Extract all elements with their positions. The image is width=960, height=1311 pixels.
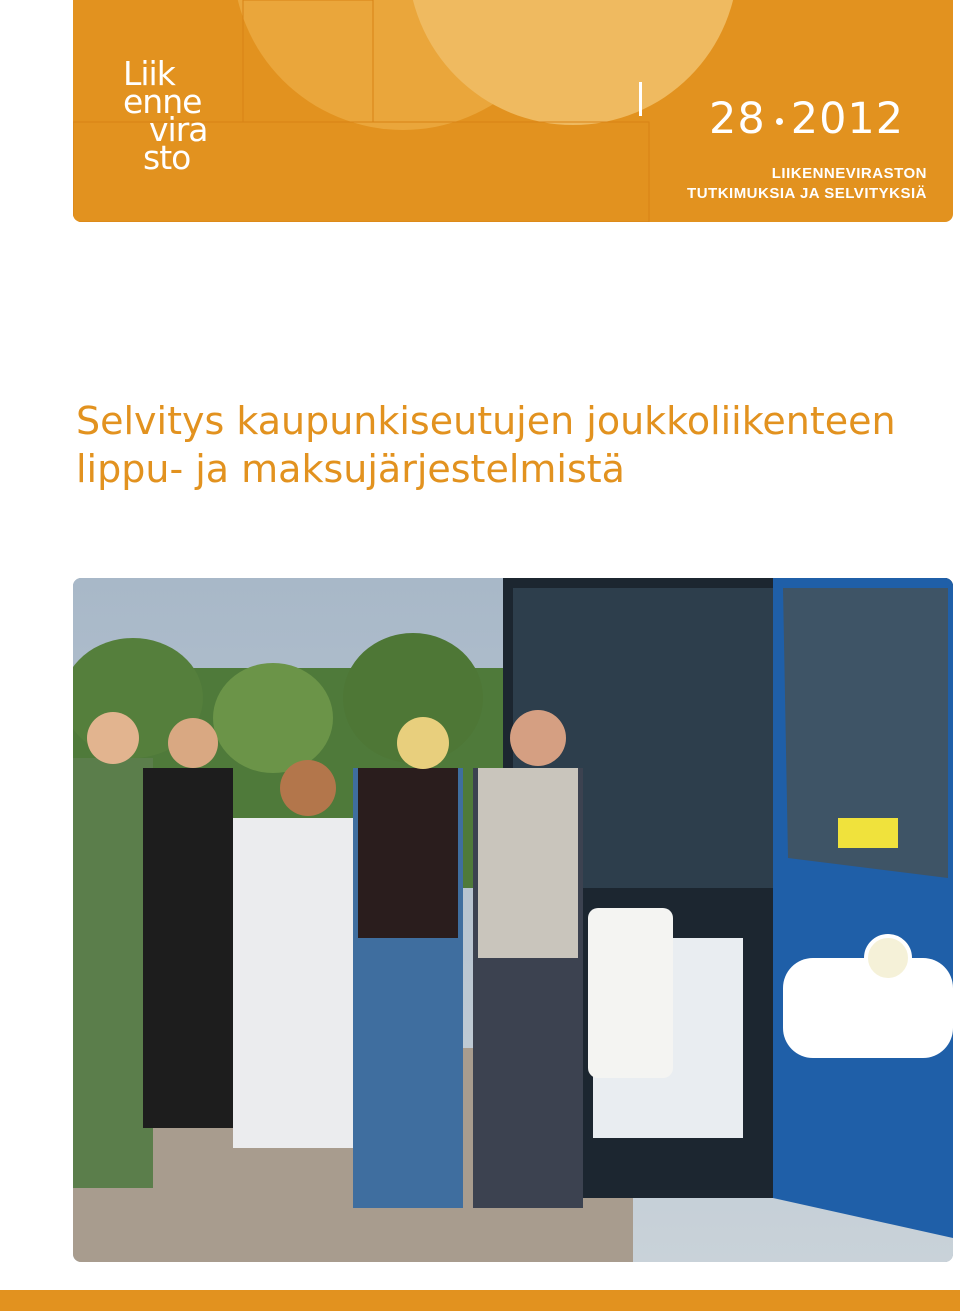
person-5-head — [510, 710, 566, 766]
report-title-line-2: lippu- ja maksujärjestelmistä — [76, 447, 625, 491]
person-5-jacket — [478, 768, 578, 958]
person-4-jacket — [358, 768, 458, 938]
person-3-head — [280, 760, 336, 816]
bus-front-white — [783, 958, 953, 1058]
cover-header-band — [73, 0, 953, 222]
person-1-head — [87, 712, 139, 764]
issue-year: 2012 — [790, 94, 905, 144]
shopping-bag — [588, 908, 673, 1078]
bus-sign — [838, 818, 898, 848]
header-divider-bar — [639, 82, 642, 116]
issue-number — [709, 94, 904, 144]
person-2-head — [168, 718, 218, 768]
series-line-1: LIIKENNEVIRASTON — [771, 165, 927, 182]
cover-photo-illustration — [73, 578, 953, 1262]
report-title-line-1: Selvitys kaupunkiseutujen joukkoliikenteen — [76, 399, 896, 443]
person-2 — [143, 768, 233, 1128]
liikennevirasto-logo — [123, 54, 208, 177]
series-name — [687, 164, 927, 204]
logo-line-3: vira — [149, 110, 208, 149]
report-title — [76, 397, 936, 493]
series-line-2: TUTKIMUKSIA JA SELVITYKSIÄ — [687, 185, 927, 202]
cover-photo — [73, 578, 953, 1262]
issue-number-value: 28 — [709, 94, 766, 144]
person-3 — [233, 818, 353, 1148]
bus-headlight — [866, 936, 910, 980]
logo-line-2: enne — [123, 82, 202, 121]
person-1 — [73, 758, 153, 1188]
tree-middle — [213, 663, 333, 773]
person-4-head — [397, 717, 449, 769]
logo-line-4: sto — [143, 138, 191, 177]
logo-line-1: Liik — [123, 54, 175, 93]
issue-separator-dot — [776, 118, 783, 125]
bottom-brand-strip — [0, 1290, 960, 1311]
